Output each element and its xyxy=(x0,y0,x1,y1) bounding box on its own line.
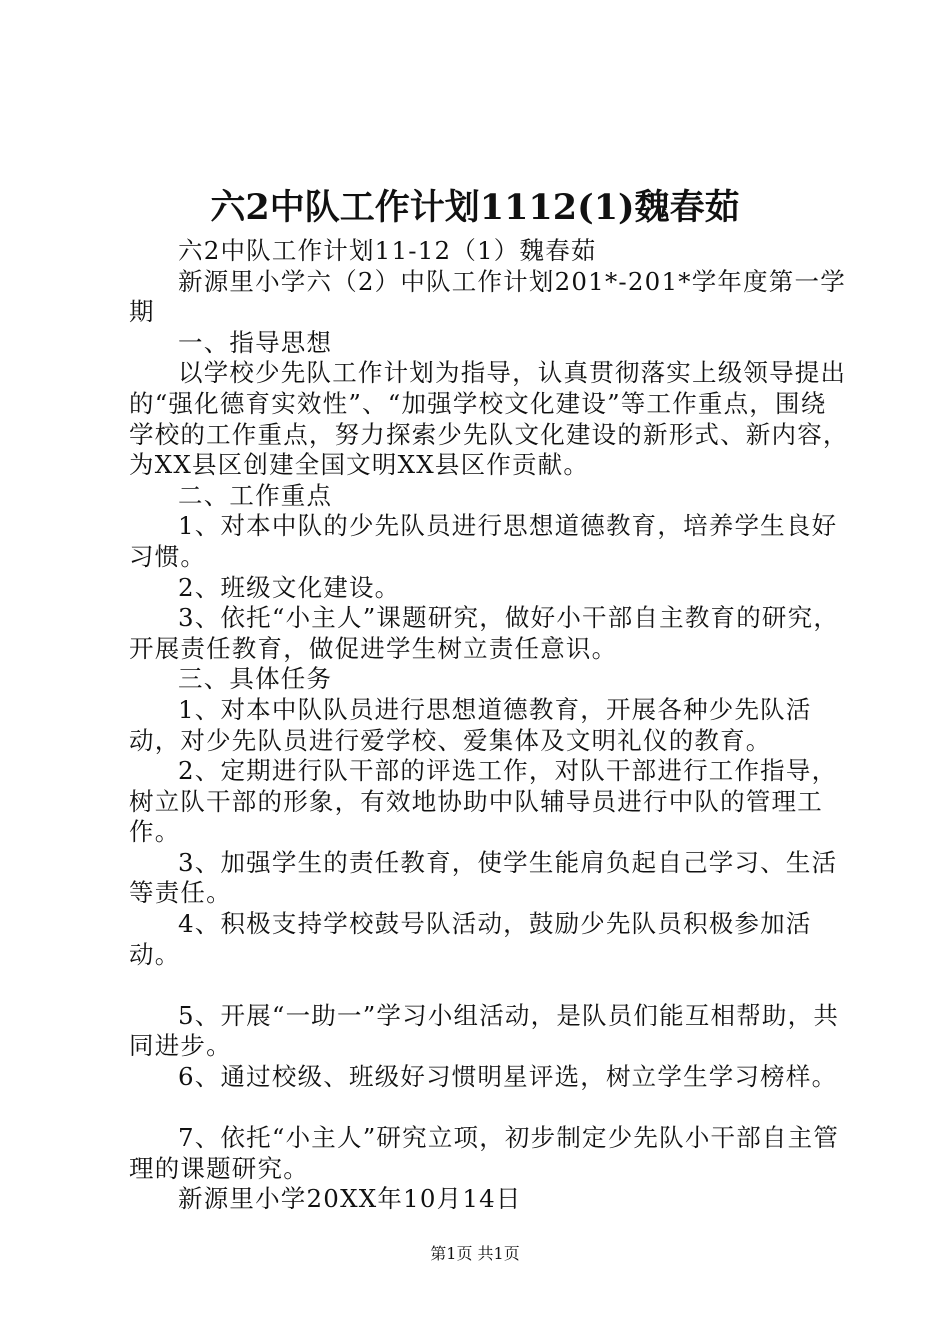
document-title: 六2中队工作计划1112(1)魏春茹 xyxy=(210,187,740,228)
section-heading-guiding-idea: 一、指导思想 xyxy=(178,327,333,357)
list-item-task-3: 3、加强学生的责任教育，使学生能肩负起自己学习、生活等责任。 xyxy=(129,847,838,908)
section-heading-key-work: 二、工作重点 xyxy=(178,480,333,510)
list-item-task-6: 6、通过校级、班级好习惯明星评选，树立学生学习榜样。 xyxy=(178,1062,838,1092)
signature-date: 新源里小学20XX年10月14日 xyxy=(178,1184,522,1214)
paragraph-plan-heading: 新源里小学六（2）中队工作计划201*-201*学年度第一学期 xyxy=(129,266,846,327)
paragraph-subtitle: 六2中队工作计划11-12（1）魏春茹 xyxy=(178,236,597,265)
page-footer: 第1页 共1页 xyxy=(430,1244,520,1263)
paragraph-guiding-idea: 以学校少先队工作计划为指导，认真贯彻落实上级领导提出的“强化德育实效性”、“加强学校文化建设”等工作重点，围绕学校的工作重点，努力探索少先队文化建设的新形式、新内容，为XX县区创建全国文明XX县区作贡献。 xyxy=(129,358,849,480)
list-item-key-work-3: 3、依托“小主人”课题研究，做好小干部自主教育的研究，开展责任教育，做促进学生树立责任意识。 xyxy=(129,603,840,663)
list-item-task-5: 5、开展“一助一”学习小组活动，是队员们能互相帮助，共同进步。 xyxy=(129,1000,840,1061)
list-item-task-7: 7、依托“小主人”研究立项，初步制定少先队小干部自主管理的课题研究。 xyxy=(129,1123,840,1183)
list-item-task-1: 1、对本中队队员进行思想道德教育，开展各种少先队活动，对少先队员进行爱学校、爱集体及文明礼仪的教育。 xyxy=(129,694,812,755)
list-item-task-4: 4、积极支持学校鼓号队活动，鼓励少先队员积极参加活动。 xyxy=(129,909,812,969)
document-body xyxy=(129,236,849,1215)
list-item-key-work-1: 1、对本中队的少先队员进行思想道德教育，培养学生良好习惯。 xyxy=(129,511,838,571)
section-heading-tasks: 三、具体任务 xyxy=(178,664,333,694)
list-item-key-work-2: 2、班级文化建设。 xyxy=(178,572,401,602)
list-item-task-2: 2、定期进行队干部的评选工作，对队干部进行工作指导，树立队干部的形象，有效地协助中队辅导员进行中队的管理工作。 xyxy=(129,756,838,847)
